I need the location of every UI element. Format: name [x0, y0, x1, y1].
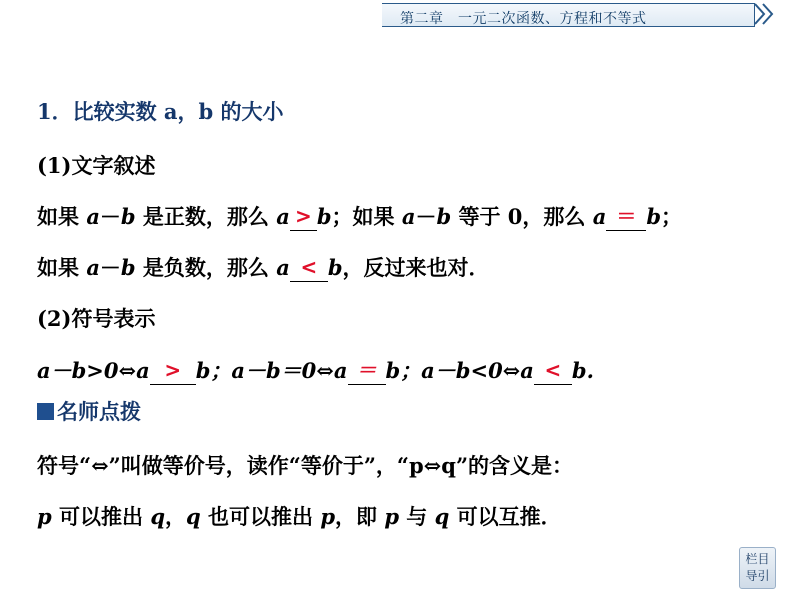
text: 是正数，那么: [135, 204, 277, 229]
section-nav-button[interactable]: [739, 547, 776, 589]
expr-positive: a－b>0⇔a: [37, 358, 150, 383]
answer-blank: [290, 257, 328, 282]
expr-zero: b；a－b＝0⇔a: [195, 358, 348, 383]
text: 如果: [37, 204, 87, 229]
tip-title: [37, 398, 141, 426]
answer-equal: ＝: [616, 204, 637, 228]
var-a: a: [86, 255, 100, 280]
tip-line2: [37, 503, 562, 531]
var-b: b: [316, 204, 332, 229]
chapter-title: 第二章 一元二次函数、方程和不等式: [400, 11, 647, 27]
text: 也可以推出: [200, 504, 321, 529]
part1-line1: [37, 203, 682, 231]
var-a: a: [276, 204, 290, 229]
var-q: q: [186, 504, 201, 529]
text: ，即: [335, 504, 385, 529]
answer-less: <: [544, 358, 562, 382]
chapter-header-bar: [382, 3, 755, 27]
answer-greater: >: [164, 358, 182, 382]
var-a: a: [592, 204, 607, 229]
var-q: q: [434, 504, 450, 529]
double-chevron-right-icon: [753, 2, 777, 26]
text: 与: [399, 504, 435, 529]
text: ，: [165, 504, 186, 529]
var-p: p: [37, 504, 52, 529]
text: ；: [661, 204, 682, 229]
expr-end: b.: [571, 358, 594, 383]
var-p: p: [384, 504, 399, 529]
answer-greater: >: [294, 204, 312, 228]
var-b: b: [646, 204, 661, 229]
part1-label: (1)文字叙述: [37, 153, 156, 178]
answer-blank: [150, 360, 196, 385]
number-zero: 0: [507, 204, 523, 229]
part2-label: (2)符号表示: [37, 306, 156, 331]
chapter-header: [382, 0, 794, 26]
answer-less: <: [300, 255, 318, 279]
expr-negative: b；a－b<0⇔a: [385, 358, 534, 383]
square-bullet-icon: [37, 403, 54, 420]
var-b: b: [120, 204, 136, 229]
var-p: p: [320, 504, 335, 529]
minus: －: [99, 204, 121, 229]
var-a: a: [401, 204, 416, 229]
text: ，那么: [522, 204, 593, 229]
nav-label-1: 栏目: [745, 552, 770, 566]
text: ，反过来也对．: [342, 255, 490, 280]
text: 是负数，那么: [135, 255, 277, 280]
tip-line1: 符号“⇔”叫做等价号，读作“等价于”，“p⇔q”的含义是：: [37, 453, 574, 478]
var-b: b: [327, 255, 343, 280]
part2-line: [37, 357, 594, 385]
text: 可以互推．: [449, 504, 562, 529]
answer-blank: [606, 206, 646, 231]
var-b: b: [436, 204, 452, 229]
var-a: a: [276, 255, 290, 280]
minus: －: [99, 255, 121, 280]
minus: －: [415, 204, 437, 229]
part1-line2: [37, 254, 490, 282]
answer-blank: [290, 206, 317, 231]
var-a: a: [86, 204, 100, 229]
text: 可以推出: [51, 504, 151, 529]
section-heading: 1．比较实数 a，b 的大小: [37, 99, 284, 124]
text: 等于: [451, 204, 508, 229]
text: ；如果: [331, 204, 402, 229]
tip-title-text: 名师点拨: [57, 399, 141, 424]
nav-label-2: 导引: [745, 569, 770, 583]
answer-equal: ＝: [356, 358, 377, 382]
answer-blank: [348, 360, 386, 385]
var-q: q: [150, 504, 165, 529]
text: 如果: [37, 255, 87, 280]
var-b: b: [120, 255, 136, 280]
answer-blank: [534, 360, 572, 385]
